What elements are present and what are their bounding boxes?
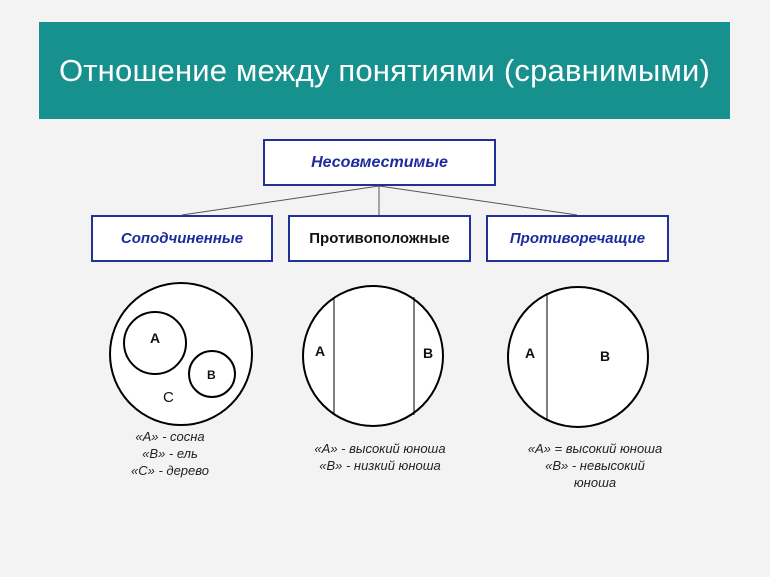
label-b-1: B (207, 368, 216, 382)
caption-contradictory (500, 440, 690, 491)
label-c-1: C (163, 389, 174, 406)
caption-line: «С» - дерево (130, 463, 209, 478)
page-title: Отношение между понятиями (сравнимыми) (39, 22, 730, 119)
caption-line: «А» - высокий юноша (314, 441, 446, 456)
concept-box-contradictory (486, 215, 669, 262)
connector-left (182, 186, 379, 215)
caption-line: «В» - низкий юноша (319, 458, 441, 473)
root-concept-label: Несовместимые (311, 153, 448, 171)
caption-line: юноша (573, 475, 617, 490)
caption-line: «А» = высокий юноша (527, 441, 663, 456)
concept-label-contradictory: Противоречащие (509, 230, 646, 247)
label-a-1: A (150, 330, 161, 346)
concept-label-subordinate: Соподчиненные (120, 230, 244, 247)
concept-box-subordinate (91, 215, 273, 262)
caption-line: «А» - сосна (135, 429, 205, 444)
concept-box-opposite (288, 215, 471, 262)
caption-opposite (290, 440, 470, 474)
euler-subordinate (110, 283, 252, 425)
label-b-2: B (423, 345, 434, 361)
root-concept-box (263, 139, 496, 186)
label-b-3: B (600, 348, 611, 364)
caption-subordinate (85, 428, 255, 479)
caption-line: «В» - невысокий (545, 458, 645, 473)
connector-lines (182, 186, 577, 215)
label-a-3: A (525, 345, 536, 361)
caption-line: «В» - ель (142, 446, 198, 461)
label-a-2: A (315, 343, 326, 359)
concept-label-opposite: Противоположные (309, 230, 450, 247)
connector-right (379, 186, 577, 215)
